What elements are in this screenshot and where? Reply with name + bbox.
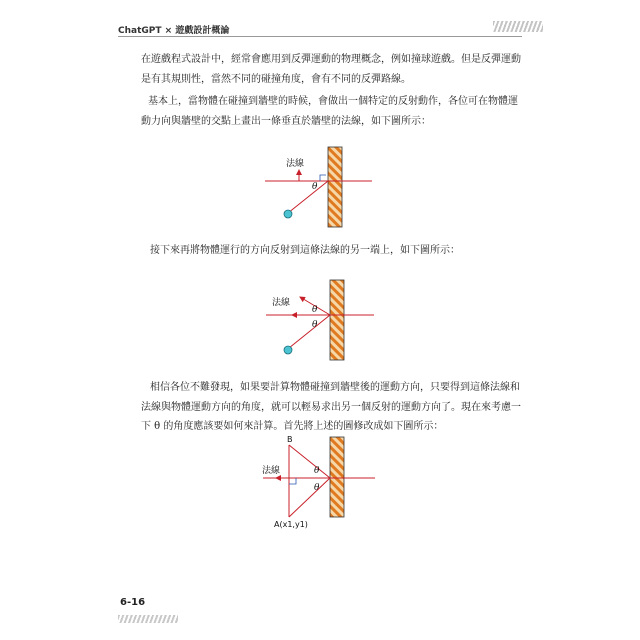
normal-label-3: 法線: [262, 466, 281, 476]
theta-bottom-label-2: θ: [312, 320, 318, 330]
point-a-label: A(x1,y1): [274, 520, 308, 529]
paragraph-4-line-1: 相信各位不難發現，如果要計算物體碰撞到牆壁後的運動方向，只要得到這條法線和: [150, 382, 520, 393]
paragraph-3-line-1: 接下來再將物體運行的方向反射到這條法線的另一端上，如下圖所示：: [150, 245, 460, 256]
ball-2: [284, 346, 292, 354]
point-b-label: B: [287, 435, 293, 444]
paragraph-1-line-1: 在遊戲程式設計中，經常會應用到反彈運動的物理概念，例如撞球遊戲。但是反彈運動: [141, 54, 521, 65]
paragraph-4-line-2: 法線與物體運動方向的角度，就可以輕易求出另一個反射的運動方向了。現在來考慮一: [141, 402, 521, 413]
paragraph-4-line-3: 下 θ 的角度應該要如何來計算。首先將上述的圖修改成如下圖所示：: [141, 421, 444, 432]
paragraph-2-line-2: 動力向與牆壁的交點上畫出一條垂直於牆壁的法線，如下圖所示：: [141, 116, 431, 127]
reflected-ray-3: [289, 445, 330, 478]
figure-3: [262, 435, 375, 529]
right-angle-mark-1: [320, 175, 326, 181]
trajectory-1: [288, 181, 328, 213]
normal-label-1: 法線: [286, 159, 305, 169]
trajectory-2: [289, 315, 330, 348]
theta-top-label-2: θ: [312, 305, 318, 315]
paragraph-2-line-1: 基本上，當物體在碰撞到牆壁的時候，會做出一個特定的反射動作，各位可在物體運: [148, 96, 518, 107]
theta-bottom-label-3: θ: [314, 483, 320, 493]
wall-3: [330, 437, 344, 517]
footer-stripes: [118, 615, 178, 623]
theta-label-1: θ: [312, 182, 318, 192]
wall-2: [330, 280, 344, 360]
ball-1: [284, 210, 292, 218]
paragraph-1-line-2: 是有其規則性，當然不同的碰撞角度，會有不同的反彈路線。: [141, 74, 411, 85]
figure-1: [265, 147, 372, 227]
figure-2: [266, 280, 374, 360]
theta-top-label-3: θ: [314, 466, 320, 476]
page-number: 6-16: [120, 597, 146, 608]
wall-1: [328, 147, 342, 227]
right-angle-mark-3: [289, 478, 296, 484]
book-title: ChatGPT × 遊戲設計概論: [118, 26, 230, 36]
normal-label-2: 法線: [272, 298, 291, 308]
